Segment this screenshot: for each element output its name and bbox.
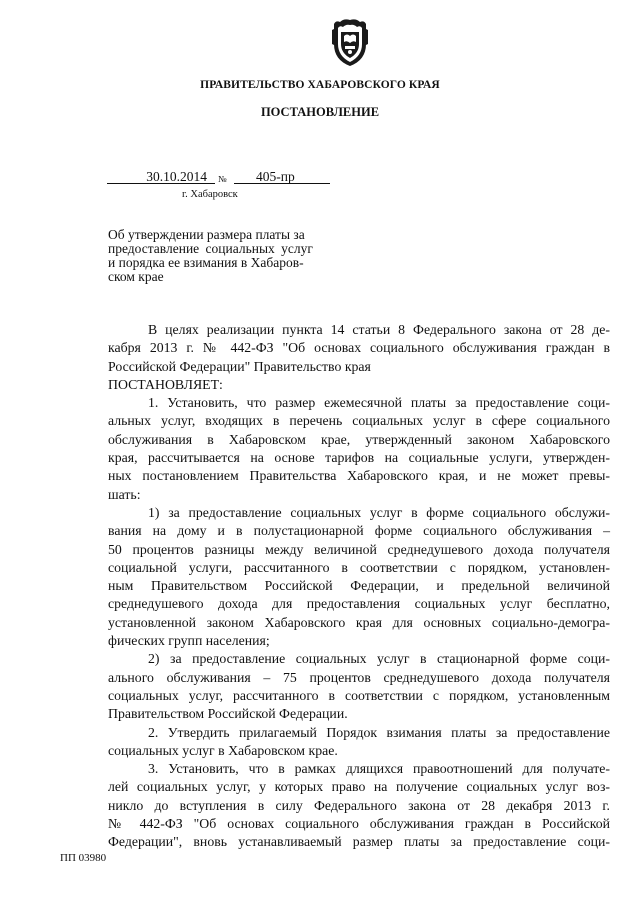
body-line: В целях реализации пункта 14 статьи 8 Федерального закона от 28 де- (148, 322, 610, 337)
body-line: среднедушевого дохода для предоставления социальных услуг бесплатно, (108, 596, 610, 612)
body-line: ального обслуживания – 75 процентов среднедушевого дохода получателя (108, 669, 610, 685)
body-line: ПОСТАНОВЛЯЕТ: (108, 376, 223, 392)
document-number: 405-пр (234, 170, 330, 184)
body-line: шать: (108, 486, 141, 502)
subject-line: ском крае (108, 269, 164, 284)
body-line: социальных услуг, рассчитанного в соответствии с порядком, установленным (108, 687, 610, 703)
document-code: ПП 03980 (60, 852, 107, 864)
document-body (108, 321, 610, 852)
city: г. Хабаровск (182, 189, 238, 200)
body-line: социальной услуги, рассчитанного в соответствии с порядком, установлен- (108, 559, 610, 575)
body-line: 2) за предоставление социальных услуг в стационарной форме соци- (148, 651, 610, 667)
body-line: кабря 2013 г. № 442-ФЗ "Об основах социального обслуживания граждан в (108, 340, 610, 356)
body-line: вания на дому и в полустационарной форме социального обслуживания – (108, 523, 610, 539)
khabarovsk-coat-of-arms-icon (328, 16, 372, 68)
body-line: Федерации", вновь устанавливаемый размер платы за предоставление соци- (108, 834, 610, 850)
body-line: 3. Установить, что в рамках длящихся правоотношений для получате- (148, 761, 610, 777)
body-line: 1) за предоставление социальных услуг в форме социального обслужи- (148, 504, 610, 520)
document-subject (108, 228, 348, 284)
body-line: установленной законом Хабаровского края для основных социально-демогра- (108, 614, 610, 630)
body-line: фических групп населения; (108, 633, 270, 649)
body-line: альных услуг, входящих в перечень социальных услуг в сфере социального (108, 413, 610, 429)
number-sign: № (218, 174, 227, 184)
subject-line: предоставление социальных услуг (108, 241, 313, 256)
body-line: социальных услуг в Хабаровском крае. (108, 742, 338, 758)
subject-line: и порядка ее взимания в Хабаров- (108, 255, 304, 270)
body-line: обслуживания в Хабаровском крае, утвержденный законом Хабаровского (108, 431, 610, 447)
body-line: края, рассчитывается на основе тарифов на социальные услуги, утвержден- (108, 450, 610, 466)
body-line: № 442-ФЗ "Об основах социального обслуживания граждан в Российской (108, 816, 610, 832)
body-line: ных постановлением Правительства Хабаровского края, и не может превы- (108, 468, 610, 484)
body-line: Российской Федерации" Правительство края (108, 358, 371, 374)
body-line: никло до вступления в силу Федерального закона от 28 декабря 2013 г. (108, 797, 610, 813)
government-title: ПРАВИТЕЛЬСТВО ХАБАРОВСКОГО КРАЯ (200, 79, 440, 91)
body-line: Правительством Российской Федерации. (108, 706, 348, 722)
body-line: лей социальных услуг, у которых право на получение социальных услуг воз- (108, 779, 610, 795)
body-line: ным Правительством Российской Федерации, и предельной величиной (108, 578, 610, 594)
body-line: 50 процентов разницы между величиной среднедушевого дохода получателя (108, 541, 610, 557)
body-line: 2. Утвердить прилагаемый Порядок взимания платы за предоставление (148, 724, 610, 740)
document-type: ПОСТАНОВЛЕНИЕ (260, 105, 380, 119)
body-line: 1. Установить, что размер ежемесячной платы за предоставление соци- (148, 395, 610, 411)
subject-line: Об утверждении размера платы за (108, 227, 305, 242)
document-date: 30.10.2014 (107, 170, 215, 184)
